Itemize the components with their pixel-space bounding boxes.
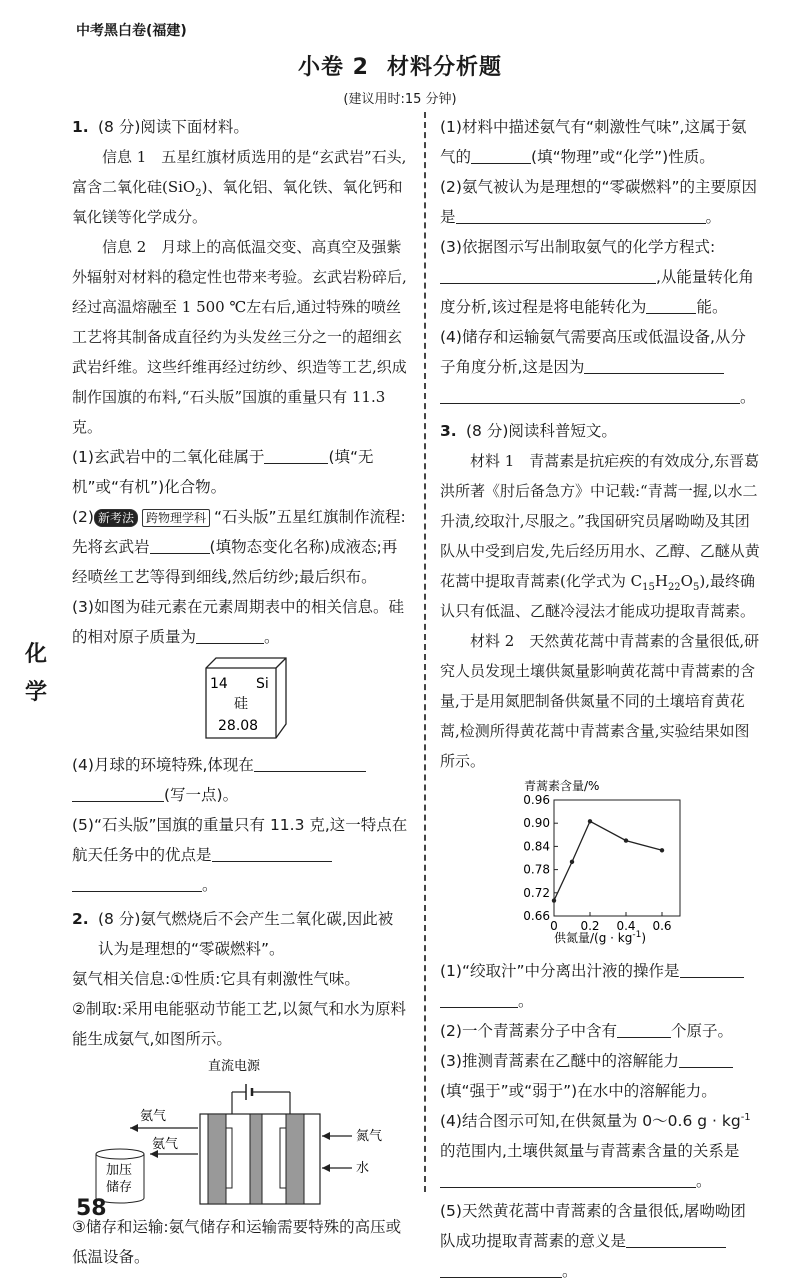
new-method-tag: 新考法 <box>94 509 138 527</box>
y-tick-label: 0.84 <box>523 839 550 854</box>
answer-blank[interactable] <box>264 445 328 464</box>
element-number: 14 <box>210 676 228 692</box>
silicon-element-cell <box>190 656 290 746</box>
question-3 <box>440 416 760 446</box>
artemisinin-chart <box>510 776 690 946</box>
answer-blank[interactable] <box>150 535 210 554</box>
answer-blank[interactable] <box>680 959 744 978</box>
answer-blank[interactable] <box>617 1019 671 1038</box>
q3-sub1: (1)“绞取汁”中分离出汁液的操作是 。 <box>440 956 760 1016</box>
data-point <box>570 860 574 864</box>
data-point <box>552 898 556 902</box>
q2-info-b: ②制取:采用电能驱动节能工艺,以氮气和水为原料能生成氨气,如图所示。 <box>72 1000 407 1048</box>
page-title <box>0 50 800 81</box>
storage-label: 加压 <box>106 1163 133 1178</box>
x-tick-label: 0.6 <box>652 919 672 933</box>
title-part1: 小卷 2 <box>298 55 369 80</box>
chart-frame <box>554 800 680 916</box>
question-2 <box>72 904 408 964</box>
q2-sub3: (3)依据图示写出制取氨气的化学方程式: ,从能量转化角度分析,该过程是将电能转化为 能。 <box>440 238 754 316</box>
data-point <box>588 819 592 823</box>
cross-subject-tag: 跨物理学科 <box>142 509 210 527</box>
answer-blank[interactable] <box>679 1049 733 1068</box>
answer-blank[interactable] <box>440 265 656 284</box>
question-intro: (8 分)氨气燃烧后不会产生二氧化碳,因此被认为是理想的“零碳燃料”。 <box>98 910 394 958</box>
right-column <box>440 112 760 1286</box>
q1-sub4: (4)月球的环境特殊,体现在 (写一点)。 <box>72 750 408 810</box>
q2-info-c: ③储存和运输:氨气储存和运输需要特殊的高压或低温设备。 <box>72 1218 402 1266</box>
info-1: 信息 1 五星红旗材质选用的是“玄武岩”石头,富含二氧化硅(SiO$_2$)、氧化铝、氧化铁、氧化钙和氧化镁等化学成分。 <box>72 148 407 226</box>
subject-label-char: 学 <box>24 680 47 705</box>
ammonia-synthesis-diagram <box>90 1058 390 1208</box>
left-column <box>72 112 408 1272</box>
question-intro: (8 分)阅读科普短文。 <box>466 422 617 440</box>
answer-blank[interactable] <box>440 1259 562 1278</box>
answer-blank[interactable] <box>626 1229 726 1248</box>
time-hint: (建议用时:15 分钟) <box>343 92 457 107</box>
chart-container <box>440 776 760 956</box>
x-tick-label: 0 <box>550 919 558 933</box>
answer-blank[interactable] <box>440 1169 696 1188</box>
answer-blank[interactable] <box>440 989 518 1008</box>
q1-sub3: (3)如图为硅元素在元素周期表中的相关信息。硅的相对原子质量为 。 <box>72 598 404 646</box>
q3-sub2: (2)一个青蒿素分子中含有 个原子。 <box>440 1016 760 1046</box>
material-1: 材料 1 青蒿素是抗疟疾的有效成分,东晋葛洪所著《肘后备急方》中记载:“青蒿一握,以水二升渍,绞取汁,尽服之。”我国研究员屠呦呦及其团队从中受到启发,先后经历用水、乙醇、乙醚从黄花蒿中提取青蒿素(化学式为 $C_{15}H_{22}O_5$),最终确认只有低温、乙醚冷浸法才能成功提取青蒿素。 <box>440 452 760 620</box>
ammonia-label: 氨气 <box>140 1109 167 1124</box>
power-label: 直流电源 <box>208 1059 261 1074</box>
q3-sub5: (5)天然黄花蒿中青蒿素的含量很低,屠呦呦团队成功提取青蒿素的意义是 。 <box>440 1202 746 1280</box>
y-tick-label: 0.90 <box>523 816 550 831</box>
element-symbol: Si <box>256 676 269 692</box>
ammonia-label: 氨气 <box>152 1137 179 1152</box>
y-tick-label: 0.66 <box>523 909 550 923</box>
y-tick-label: 0.96 <box>523 793 550 807</box>
page-number: 58 <box>76 1196 107 1221</box>
q1-sub5: (5)“石头版”国旗的重量只有 11.3 克,这一特点在航天任务中的优点是 。 <box>72 816 408 894</box>
answer-blank[interactable] <box>72 873 202 892</box>
y-tick-label: 0.78 <box>523 862 550 877</box>
question-number: 1. <box>72 118 89 136</box>
storage-label: 储存 <box>106 1180 133 1195</box>
q3-sub3: (3)推测青蒿素在乙醚中的溶解能力(填“强于”或“弱于”)在水中的溶解能力。 <box>440 1046 760 1106</box>
q2-info-a: 氨气相关信息:①性质:它具有刺激性气味。 <box>72 970 360 988</box>
answer-blank[interactable] <box>440 385 740 404</box>
question-number: 3. <box>440 422 457 440</box>
q3-sub4: (4)结合图示可知,在供氮量为 0～0.6 $g \cdot kg^{-1}$的范围内,土壤供氮量与青蒿素含量的关系是 。 <box>440 1111 751 1190</box>
y-tick-label: 0.72 <box>523 885 550 900</box>
q1-sub2: (2) 新考法 跨物理学科 “石头版”五星红旗制作流程:先将玄武岩 (填物态变化名称)成液态;再经喷丝工艺等得到细线,然后纺纱;最后织布。 <box>72 508 406 586</box>
question-number: 2. <box>72 910 89 928</box>
question-1 <box>72 112 408 142</box>
column-divider <box>424 112 426 1192</box>
q2-sub1: (1)材料中描述氨气有“刺激性气味”,这属于氨气的 (填“物理”或“化学”)性质。 <box>440 118 747 166</box>
q2-sub2: (2)氨气被认为是理想的“零碳燃料”的主要原因是 。 <box>440 178 758 226</box>
answer-blank[interactable] <box>212 843 332 862</box>
data-point <box>660 848 664 852</box>
x-tick-label: 0.2 <box>580 919 600 933</box>
answer-blank[interactable] <box>646 295 696 314</box>
x-tick-label: 0.4 <box>616 919 636 933</box>
chart-xlabel: 供氮量$/(g \cdot kg^{-1})$ <box>554 930 647 945</box>
question-intro: (8 分)阅读下面材料。 <box>98 118 249 136</box>
info-2: 信息 2 月球上的高低温交变、高真空及强紫外辐射对材料的稳定性也带来考验。玄武岩粉碎后,经过高温熔融至 1 500 ℃左右后,通过特殊的喷丝工艺将其制备成直径约为头发丝三分之一的超细玄武岩纤维。这些纤维再经过纺纱、织造等工艺,织成制作国旗的布料,“石头版”国旗的重量只有 11.3 克。 <box>72 238 407 436</box>
material-2: 材料 2 天然黄花蒿中青蒿素的含量很低,研究人员发现土壤供氮量影响黄花蒿中青蒿素的含量,于是用氮肥制备供氮量不同的土壤培育黄花蒿,检测所得黄花蒿中青蒿素含量,实验结果如图所示。 <box>440 632 760 770</box>
answer-blank[interactable] <box>72 783 164 802</box>
answer-blank[interactable] <box>456 205 706 224</box>
answer-blank[interactable] <box>471 145 531 164</box>
answer-blank[interactable] <box>254 753 366 772</box>
nitrogen-label: 氮气 <box>356 1129 383 1144</box>
q2-sub4: (4)储存和运输氨气需要高压或低温设备,从分子角度分析,这是因为 。 <box>440 328 756 406</box>
water-label: 水 <box>356 1161 370 1176</box>
q1-sub1: (1)玄武岩中的二氧化硅属于 (填“无机”或“有机”)化合物。 <box>72 442 408 502</box>
header-tag: 中考黑白卷(福建) <box>76 23 187 39</box>
chart-ylabel: 青蒿素含量/% <box>524 779 600 793</box>
subject-label <box>16 636 56 712</box>
title-part2: 材料分析题 <box>386 55 502 80</box>
subject-label-char: 化 <box>24 642 47 667</box>
answer-blank[interactable] <box>584 355 724 374</box>
element-name: 硅 <box>234 696 248 712</box>
answer-blank[interactable] <box>196 625 264 644</box>
element-mass: 28.08 <box>218 718 259 734</box>
data-point <box>624 838 628 842</box>
